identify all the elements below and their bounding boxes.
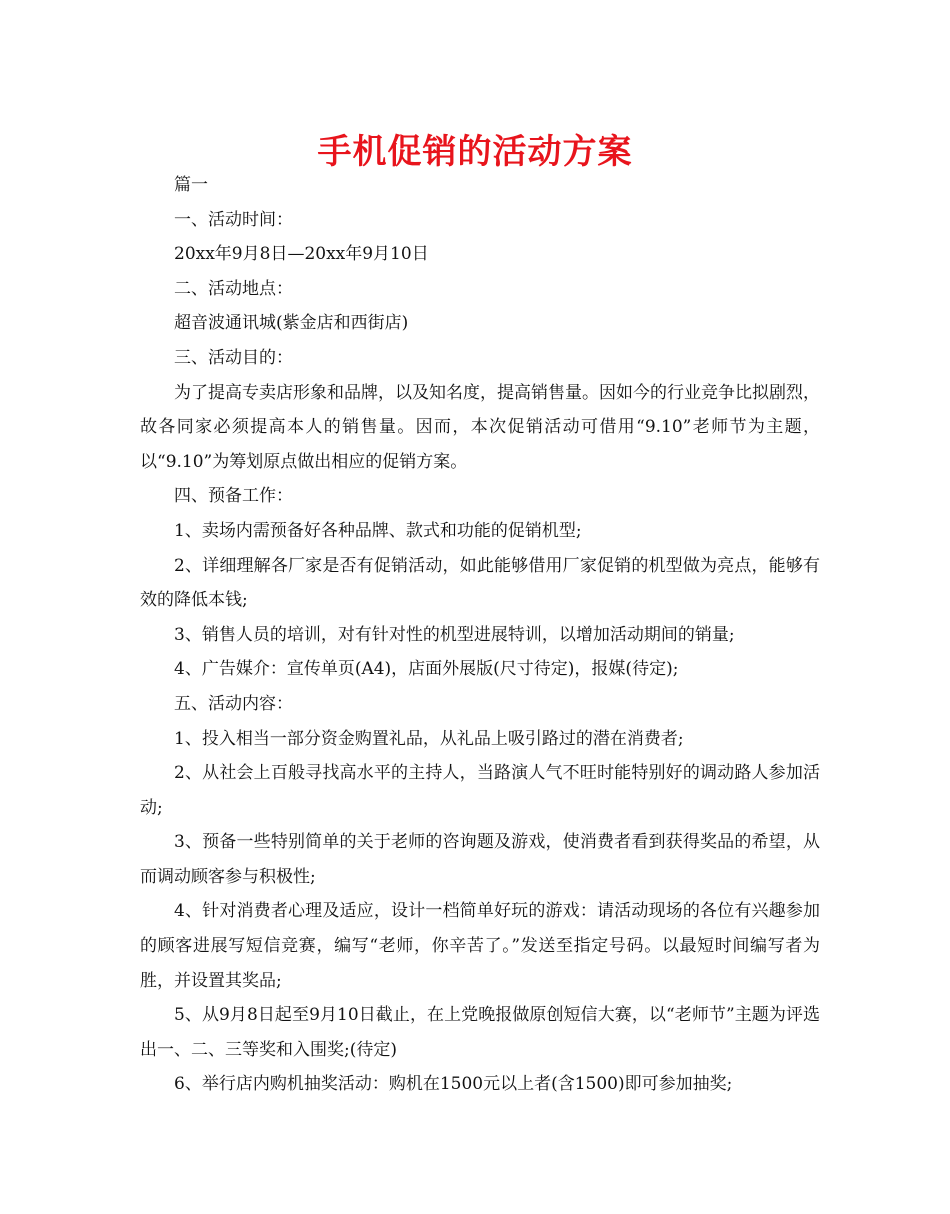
list-item: 6、举行店内购机抽奖活动：购机在1500元以上者(含1500)即可参加抽奖;: [174, 1074, 733, 1095]
paragraph: 20xx年9月8日—20xx年9月10日: [174, 244, 429, 265]
paragraph: 为了提高专卖店形象和品牌，以及知名度，提高销售量。因如今的行业竞争比拟剧烈，故各同家必须提高本人的销售量。因而，本次促销活动可借用“9.10”老师节为主题，以“9.10”为筹划原点做出相应的促销方案。: [140, 382, 820, 472]
list-item: 3、销售人员的培训，对有针对性的机型进展特训，以增加活动期间的销量;: [174, 624, 735, 645]
document-title: 手机促销的活动方案: [317, 132, 633, 172]
list-item: 1、卖场内需预备好各种品牌、款式和功能的促销机型;: [174, 520, 582, 541]
section-heading: 二、活动地点：: [174, 278, 293, 299]
list-item: 5、从9月8日起至9月10日截止，在上党晚报做原创短信大赛，以“老师节”主题为评选出一、二、三等奖和入围奖;(待定): [140, 1005, 820, 1060]
list-item: 2、详细理解各厂家是否有促销活动，如此能够借用厂家促销的机型做为亮点，能够有效的降低本钱;: [140, 555, 820, 611]
list-item: 1、投入相当一部分资金购置礼品，从礼品上吸引路过的潜在消费者;: [174, 728, 684, 749]
section-heading: 三、活动目的：: [174, 347, 293, 368]
list-item: 3、预备一些特别简单的关于老师的咨询题及游戏，使消费者看到获得奖品的希望，从而调动顾客参与积极性;: [140, 832, 820, 887]
paragraph: 篇一: [174, 175, 208, 195]
document-body: [140, 168, 820, 1102]
list-item: 4、针对消费者心理及适应，设计一档简单好玩的游戏：请活动现场的各位有兴趣参加的顾客进展写短信竞赛，编写“老师，你辛苦了。”发送至指定号码。以最短时间编写者为胜，并设置其奖品;: [140, 901, 820, 991]
section-heading: 五、活动内容：: [174, 693, 293, 714]
section-heading: 一、活动时间：: [174, 209, 293, 230]
paragraph: 超音波通讯城(紫金店和西街店): [174, 313, 409, 334]
list-item: 2、从社会上百般寻找高水平的主持人，当路演人气不旺时能特别好的调动路人参加活动;: [140, 763, 820, 818]
section-heading: 四、预备工作：: [174, 486, 293, 507]
list-item: 4、广告媒介：宣传单页(A4)，店面外展版(尺寸待定)，报媒(待定);: [174, 659, 679, 680]
